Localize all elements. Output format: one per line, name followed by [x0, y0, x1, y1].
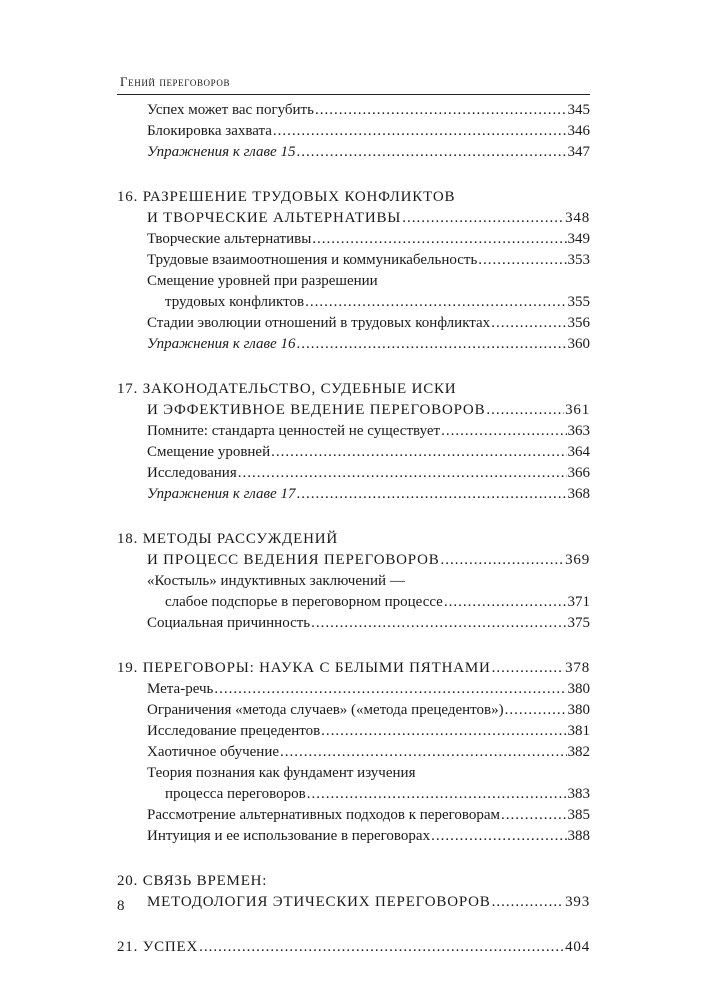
- chapter-page: 404: [565, 939, 590, 955]
- chapter-entry[interactable]: [117, 658, 590, 679]
- toc-entry-title: Смещение уровней: [147, 444, 271, 460]
- leader-dots: [312, 229, 566, 250]
- leader-dots: [441, 550, 565, 571]
- toc-entry[interactable]: [117, 229, 590, 250]
- chapter-title-line2: МЕТОДОЛОГИЯ ЭТИЧЕСКИХ ПЕРЕГОВОРОВ: [147, 894, 491, 910]
- toc-entry-page: 381: [567, 723, 590, 739]
- leader-dots: [296, 484, 566, 505]
- toc-entry-title: Ограничения «метода случаев» («метода прецедентов»): [147, 702, 504, 718]
- leader-dots: [296, 334, 566, 355]
- toc-entry-title: Успех может вас погубить: [147, 102, 314, 118]
- chapter-page: 348: [565, 210, 590, 226]
- chapter-entry[interactable]: [117, 208, 590, 229]
- leader-dots: [402, 208, 564, 229]
- toc-entry-page: 356: [567, 315, 590, 331]
- chapter-title-line1: 16. РАЗРЕШЕНИЕ ТРУДОВЫХ КОНФЛИКТОВ: [117, 189, 456, 205]
- toc-entry-page: 355: [567, 294, 590, 310]
- header-rule: [117, 94, 590, 95]
- toc-entry-title: Трудовые взаимоотношения и коммуникабельность: [147, 252, 478, 268]
- leader-dots: [501, 805, 566, 826]
- leader-dots: [238, 463, 567, 484]
- chapter-entry[interactable]: [117, 400, 590, 421]
- toc-entry-title: Стадии эволюции отношений в трудовых конфликтах: [147, 315, 491, 331]
- toc-entry[interactable]: [117, 313, 590, 334]
- table-of-contents: [117, 100, 590, 958]
- toc-entry-title: Упражнения к главе 16: [147, 336, 296, 352]
- chapter-page: 393: [565, 894, 590, 910]
- toc-entry-title: Исследования: [147, 465, 237, 481]
- chapter-title: 21. УСПЕХ: [117, 939, 199, 955]
- toc-entry-title: Теория познания как фундамент изучения: [147, 765, 416, 781]
- leader-dots: [307, 784, 567, 805]
- chapter-19: [117, 658, 590, 847]
- toc-entry-exercises[interactable]: [117, 484, 590, 505]
- toc-entry[interactable]: [117, 805, 590, 826]
- toc-entry[interactable]: [117, 292, 590, 313]
- leader-dots: [491, 313, 566, 334]
- toc-entry-page: 366: [567, 465, 590, 481]
- toc-entry[interactable]: [117, 250, 590, 271]
- leader-dots: [441, 421, 566, 442]
- toc-entry[interactable]: [117, 679, 590, 700]
- leader-dots: [311, 613, 566, 634]
- toc-entry-page: 375: [567, 615, 590, 631]
- toc-entry-title: Интуиция и ее использование в переговорах: [147, 828, 431, 844]
- toc-entry-page: 363: [567, 423, 590, 439]
- leader-dots: [199, 937, 564, 958]
- running-header: Гений переговоров: [120, 74, 231, 89]
- leader-dots: [280, 742, 566, 763]
- toc-entry-title: Блокировка захвата: [147, 123, 272, 139]
- toc-entry-page: 353: [567, 252, 590, 268]
- toc-entry-exercises[interactable]: [117, 334, 590, 355]
- toc-entry-page: 371: [567, 594, 590, 610]
- toc-entry[interactable]: [117, 721, 590, 742]
- chapter-16: [117, 187, 590, 355]
- leader-dots: [492, 658, 564, 679]
- leader-dots: [271, 442, 566, 463]
- toc-entry-page: 380: [567, 681, 590, 697]
- toc-entry-title: Исследование прецедентов: [147, 723, 321, 739]
- toc-entry-page: 383: [567, 786, 590, 802]
- chapter-page: 361: [565, 402, 590, 418]
- leader-dots: [431, 826, 566, 847]
- toc-entry-title: Помните: стандарта ценностей не существует: [147, 423, 441, 439]
- continuation-block: [117, 100, 590, 163]
- toc-entry[interactable]: [117, 826, 590, 847]
- toc-entry-page: 346: [567, 123, 590, 139]
- chapter-title-line2: И ТВОРЧЕСКИЕ АЛЬТЕРНАТИВЫ: [147, 210, 402, 226]
- toc-entry-title-cont: процесса переговоров: [165, 786, 306, 802]
- chapter-title-line1: 20. СВЯЗЬ ВРЕМЕН:: [117, 873, 268, 889]
- toc-entry-title: Творческие альтернативы: [147, 231, 312, 247]
- toc-entry-page: 385: [567, 807, 590, 823]
- toc-entry[interactable]: [117, 442, 590, 463]
- toc-entry[interactable]: [117, 742, 590, 763]
- page-number: 8: [117, 898, 125, 914]
- toc-entry-page: 345: [567, 102, 590, 118]
- chapter-title-line2: И ЭФФЕКТИВНОЕ ВЕДЕНИЕ ПЕРЕГОВОРОВ: [147, 402, 486, 418]
- toc-entry-page: 360: [567, 336, 590, 352]
- leader-dots: [315, 100, 567, 121]
- chapter-title-line2: И ПРОЦЕСС ВЕДЕНИЯ ПЕРЕГОВОРОВ: [147, 552, 440, 568]
- toc-entry-title-cont: слабое подспорье в переговорном процессе: [165, 594, 443, 610]
- leader-dots: [486, 400, 564, 421]
- toc-entry-page: 364: [567, 444, 590, 460]
- chapter-entry[interactable]: [117, 937, 590, 958]
- toc-entry[interactable]: [117, 700, 590, 721]
- leader-dots: [478, 250, 566, 271]
- toc-entry[interactable]: [117, 613, 590, 634]
- toc-entry[interactable]: [117, 100, 590, 121]
- toc-entry[interactable]: [117, 592, 590, 613]
- chapter-title-line1: 17. ЗАКОНОДАТЕЛЬСТВО, СУДЕБНЫЕ ИСКИ: [117, 381, 457, 397]
- toc-entry-page: 368: [567, 486, 590, 502]
- toc-entry-title: «Костыль» индуктивных заключений —: [147, 573, 405, 589]
- chapter-20: [117, 871, 590, 913]
- leader-dots: [444, 592, 567, 613]
- chapter-page: 369: [565, 552, 590, 568]
- toc-entry-title: Социальная причинность: [147, 615, 311, 631]
- chapter-title-line1: 18. МЕТОДЫ РАССУЖДЕНИЙ: [117, 531, 338, 547]
- toc-entry-title-cont: трудовых конфликтов: [165, 294, 305, 310]
- toc-entry-page: 388: [567, 828, 590, 844]
- toc-entry[interactable]: [117, 463, 590, 484]
- chapter-page: 378: [565, 660, 590, 676]
- toc-entry[interactable]: [117, 784, 590, 805]
- toc-entry-page: 349: [567, 231, 590, 247]
- toc-entry-title: Мета-речь: [147, 681, 214, 697]
- chapter-entry[interactable]: [117, 892, 590, 913]
- toc-entry-title: Рассмотрение альтернативных подходов к переговорам: [147, 807, 501, 823]
- toc-entry-page: 382: [567, 744, 590, 760]
- toc-entry-exercises[interactable]: [117, 142, 590, 163]
- toc-entry-title: Смещение уровней при разрешении: [147, 273, 378, 289]
- toc-entry-page: 380: [567, 702, 590, 718]
- leader-dots: [273, 121, 567, 142]
- leader-dots: [505, 700, 567, 721]
- toc-entry[interactable]: [117, 121, 590, 142]
- chapter-title: 19. ПЕРЕГОВОРЫ: НАУКА С БЕЛЫМИ ПЯТНАМИ: [117, 660, 491, 676]
- chapter-17: [117, 379, 590, 505]
- chapter-21: [117, 937, 590, 958]
- toc-entry-page: 347: [567, 144, 590, 160]
- toc-entry-title: Хаотичное обучение: [147, 744, 280, 760]
- leader-dots: [321, 721, 566, 742]
- leader-dots: [296, 142, 566, 163]
- toc-entry-title: Упражнения к главе 15: [147, 144, 296, 160]
- toc-entry-title: Упражнения к главе 17: [147, 486, 296, 502]
- toc-entry[interactable]: [117, 421, 590, 442]
- chapter-entry[interactable]: [117, 550, 590, 571]
- leader-dots: [305, 292, 566, 313]
- chapter-18: [117, 529, 590, 634]
- leader-dots: [214, 679, 566, 700]
- leader-dots: [492, 892, 564, 913]
